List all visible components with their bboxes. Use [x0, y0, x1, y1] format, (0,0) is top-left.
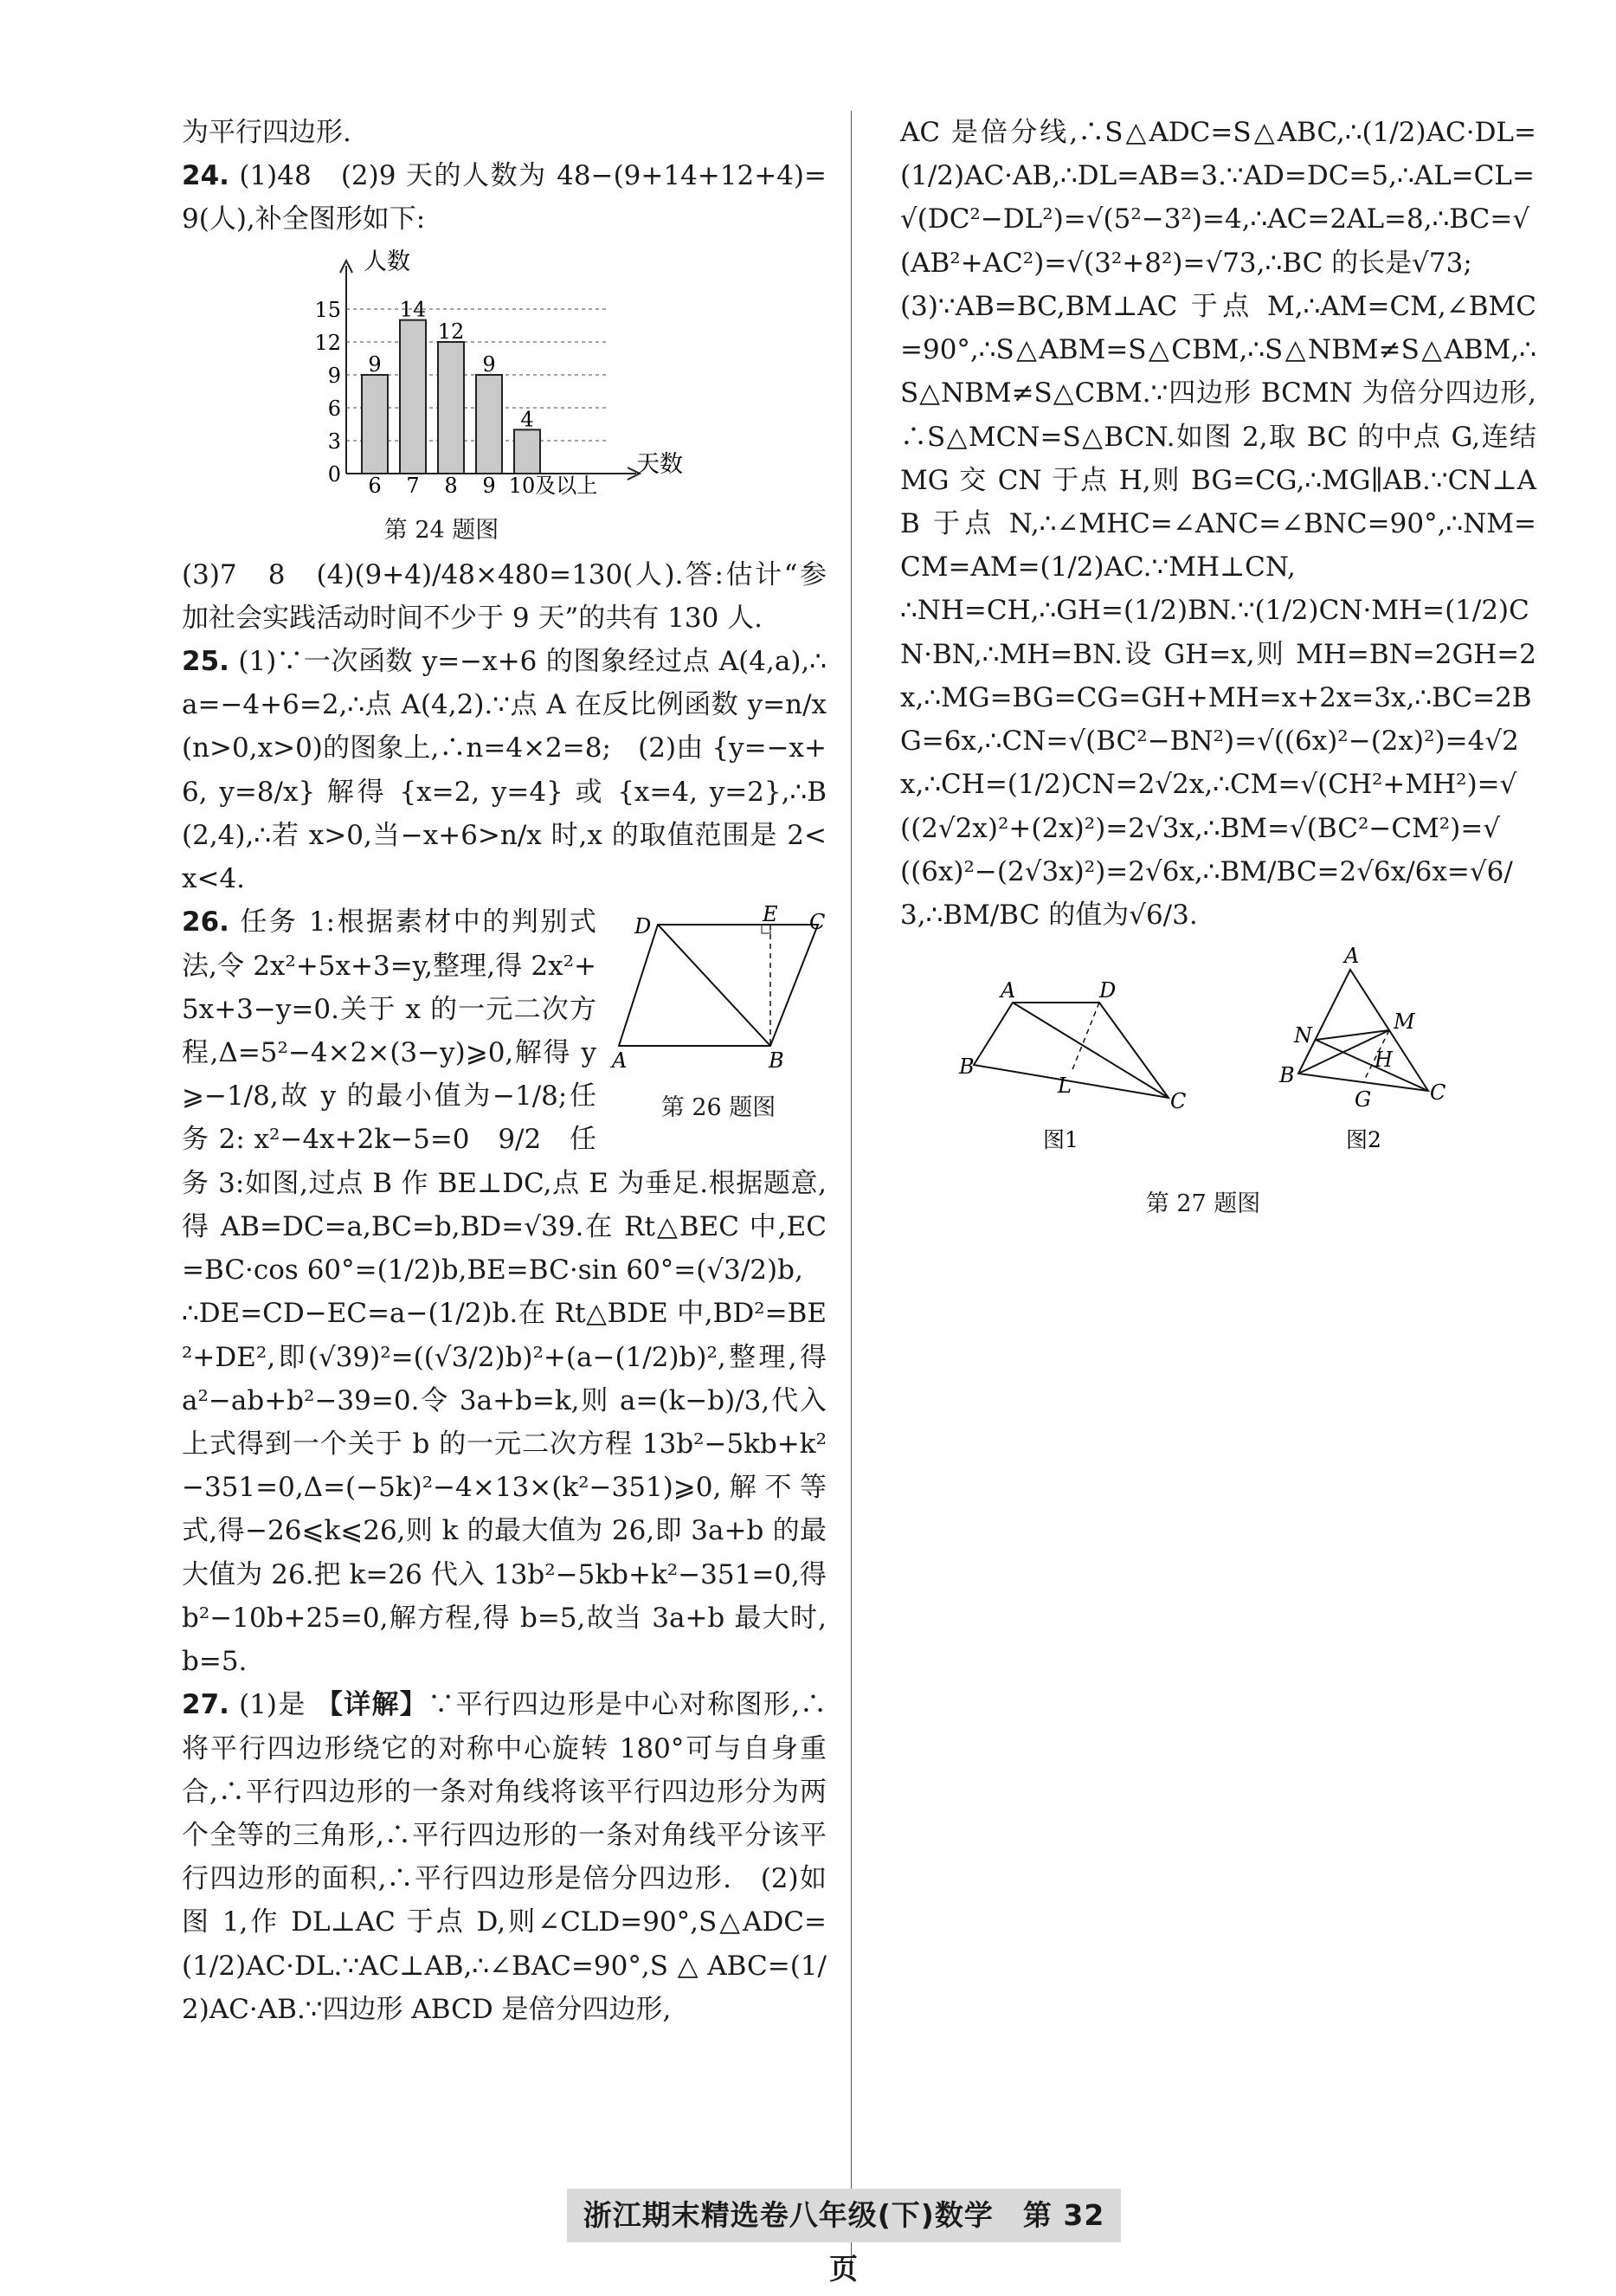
question-27-pre: (1)是 [239, 1689, 306, 1721]
bar [438, 342, 464, 474]
bar [400, 319, 426, 473]
left-column [182, 111, 827, 2031]
bar-value-label: 14 [399, 297, 427, 322]
point-label: B [959, 1054, 975, 1080]
question-24 [182, 154, 827, 241]
question-number: 26. [182, 906, 229, 938]
question-number: 24. [182, 160, 229, 192]
point-label: C [1170, 1089, 1187, 1114]
continuation-text: 为平行四边形. [182, 117, 351, 148]
figure-24 [312, 248, 827, 550]
question-24-text2: (3)7 8 (4)(9+4)/48×480=130(人).答:估计“参加社会实践活动时间不少于 9 天”的共有 130 人. [182, 558, 827, 634]
bar [362, 375, 388, 474]
right-text-2: (3)∵AB=BC,BM⊥AC 于点 M,∴AM=CM,∠BMC=90°,∴S△ABM=S△CBM,∴S△NBM≠S△ABM,∴S△NBM≠S△CBM.∵四边形 BCMN 为倍分四边形,∴S△MCN=S△BCN.如图 2,取 BC 的中点 G,连结 MG 交 CN 于点 H,则 BG=CG,∴MG∥AB.∵CN⊥AB 于点 N,∴∠MHC=∠ANC=∠BNC=90°,∴NM=CM=AM=(1/2)AC.∵MH⊥CN, [900, 290, 1536, 584]
question-25 [182, 640, 827, 900]
point-label: D [1099, 978, 1117, 1003]
figure-2-label: 图2 [1346, 1127, 1381, 1153]
right-text-1: AC 是倍分线,∴S△ADC=S△ABC,∴(1/2)AC·DL=(1/2)AC·AB,∴DL=AB=3.∵AD=DC=5,∴AL=CL=√(DC²−DL²)=√(5²−3²)=4,∴AC=2AL=8,∴BC=√(AB²+AC²)=√(3²+8²)=√73,∴BC 的长是√73; [900, 117, 1536, 279]
question-26 [182, 900, 827, 1292]
point-label: B [769, 1048, 784, 1074]
point-label: H [1375, 1048, 1393, 1073]
y-tick-label: 15 [314, 297, 341, 322]
point-label: C [1430, 1080, 1446, 1106]
y-tick-label: 12 [314, 330, 341, 355]
bar-value-label: 12 [437, 319, 465, 344]
x-tick-label: 6 [368, 473, 382, 498]
y-tick-label: 0 [327, 461, 341, 487]
point-label: A [1344, 944, 1360, 969]
figure-26-diagram [610, 902, 827, 1074]
column-divider [851, 111, 852, 2267]
figure-27-diagrams [959, 944, 1497, 1169]
question-27 [182, 1683, 827, 2031]
x-tick-label: 10及以上 [508, 473, 598, 498]
chart-xlabel: 天数 [636, 450, 683, 478]
point-label: N [1294, 1023, 1312, 1048]
x-tick-label: 7 [406, 473, 420, 498]
bar-chart [312, 248, 692, 498]
figure-27 [959, 944, 1536, 1223]
figure-26-caption: 第 26 题图 [660, 1093, 776, 1121]
question-26-text2: ∴DE=CD−EC=a−(1/2)b.在 Rt△BDE 中,BD²=BE²+DE²,即(√39)²=((√3/2)b)²+(a−(1/2)b)²,整理,得 a²−ab+b²−39=0.令 3a+b=k,则 a=(k−b)/3,代入上式得到一个关于 b 的一元二次方程 13b²−5kb+k²−351=0,Δ=(−5k)²−4×13×(k²−351)⩾0,解不等式,得−26⩽k⩽26,则 k 的最大值为 26,即 3a+b 的最大值为 26.把 k=26 代入 13b²−5kb+k²−351=0,得 b²−10b+25=0,解方程,得 b=5,故当 3a+b 最大时,b=5. [182, 1298, 827, 1678]
chart-ylabel: 人数 [364, 248, 410, 275]
figure-26 [610, 902, 827, 1126]
question-26-text1: 任务 1:根据素材中的判别式法,令 2x²+5x+3=y,整理,得 2x²+5x+3−y=0.关于 x 的一元二次方程,Δ=5²−4×2×(3−y)⩾0,解得 y⩾−1/8,故 y 的最小值为−1/8;任务 2: x²−4x+2k−5=0 9/2 任务 3:如图,过点 B 作 BE⊥DC,点 E 为垂足.根据题意,得 AB=DC=a,BC=b,BD=√39.在 Rt△BEC 中,EC=BC·cos 60°=(1/2)b,BE=BC·sin 60°=(√3/2)b, [182, 906, 827, 1287]
bar-value-label: 4 [520, 406, 534, 431]
bar-value-label: 9 [368, 351, 382, 377]
point-label: D [634, 914, 652, 939]
y-tick-label: 3 [327, 429, 341, 454]
x-tick-label: 9 [482, 473, 496, 498]
point-label: C [809, 910, 826, 935]
question-number: 25. [182, 646, 229, 678]
point-label: M [1394, 1009, 1415, 1035]
y-tick-label: 6 [327, 396, 341, 421]
detail-bracket: 【详解】 [315, 1689, 428, 1721]
bar [514, 429, 540, 474]
figure-27-caption: 第 27 题图 [1145, 1190, 1261, 1218]
page-footer: 浙江期末精选卷八年级(下)数学 第 32 页 [567, 2189, 1121, 2242]
right-text-3: ∴NH=CH,∴GH=(1/2)BN.∵(1/2)CN·MH=(1/2)CN·BN,∴MH=BN.设 GH=x,则 MH=BN=2GH=2x,∴MG=BG=CG=GH+MH=x+2x=3x,∴BC=2BG=6x,∴CN=√(BC²−BN²)=√((6x)²−(2x)²)=4√2x,∴CH=(1/2)CN=2√2x,∴CM=√(CH²+MH²)=√((2√2x)²+(2x)²)=2√3x,∴BM=√(BC²−CM²)=√((6x)²−(2√3x)²)=2√6x,∴BM/BC=2√6x/6x=√6/3,∴BM/BC 的值为√6/3. [900, 595, 1536, 931]
x-tick-label: 8 [444, 473, 458, 498]
point-label: L [1058, 1074, 1072, 1099]
y-tick-label: 9 [327, 363, 341, 388]
right-column [900, 111, 1536, 1223]
question-number: 27. [182, 1689, 229, 1721]
bar-value-label: 9 [482, 351, 496, 377]
point-label: A [1001, 978, 1016, 1003]
point-label: E [763, 902, 778, 927]
figure-24-caption: 第 24 题图 [383, 516, 499, 544]
question-27-text: ∵平行四边形是中心对称图形,∴将平行四边形绕它的对称中心旋转 180°可与自身重合,∴平行四边形的一条对角线将该平行四边形分为两个全等的三角形,∴平行四边形的一条对角线平分该平行四边形的面积,∴平行四边形是倍分四边形. (2)如图 1,作 DL⊥AC 于点 D,则∠CLD=90°,S△ADC=(1/2)AC·DL.∵AC⊥AB,∴∠BAC=90°,S△ABC=(1/2)AC·AB.∵四边形 ABCD 是倍分四边形, [182, 1689, 827, 2025]
point-label: A [612, 1048, 628, 1074]
bar [476, 375, 502, 474]
point-label: B [1279, 1063, 1295, 1088]
point-label: G [1355, 1087, 1372, 1113]
question-24-text1: (1)48 (2)9 天的人数为 48−(9+14+12+4)=9(人),补全图形如下: [182, 160, 827, 235]
question-25-text: (1)∵一次函数 y=−x+6 的图象经过点 A(4,a),∴a=−4+6=2,∴点 A(4,2).∵点 A 在反比例函数 y=n/x(n>0,x>0)的图象上,∴n=4×2=8; (2)由 {y=−x+6, y=8/x} 解得 {x=2, y=4} 或 {x=4, y=2},∴B(2,4),∴若 x>0,当−x+6>n/x 时,x 的取值范围是 2< x<4. [182, 646, 827, 895]
figure-1-label: 图1 [1043, 1127, 1078, 1153]
